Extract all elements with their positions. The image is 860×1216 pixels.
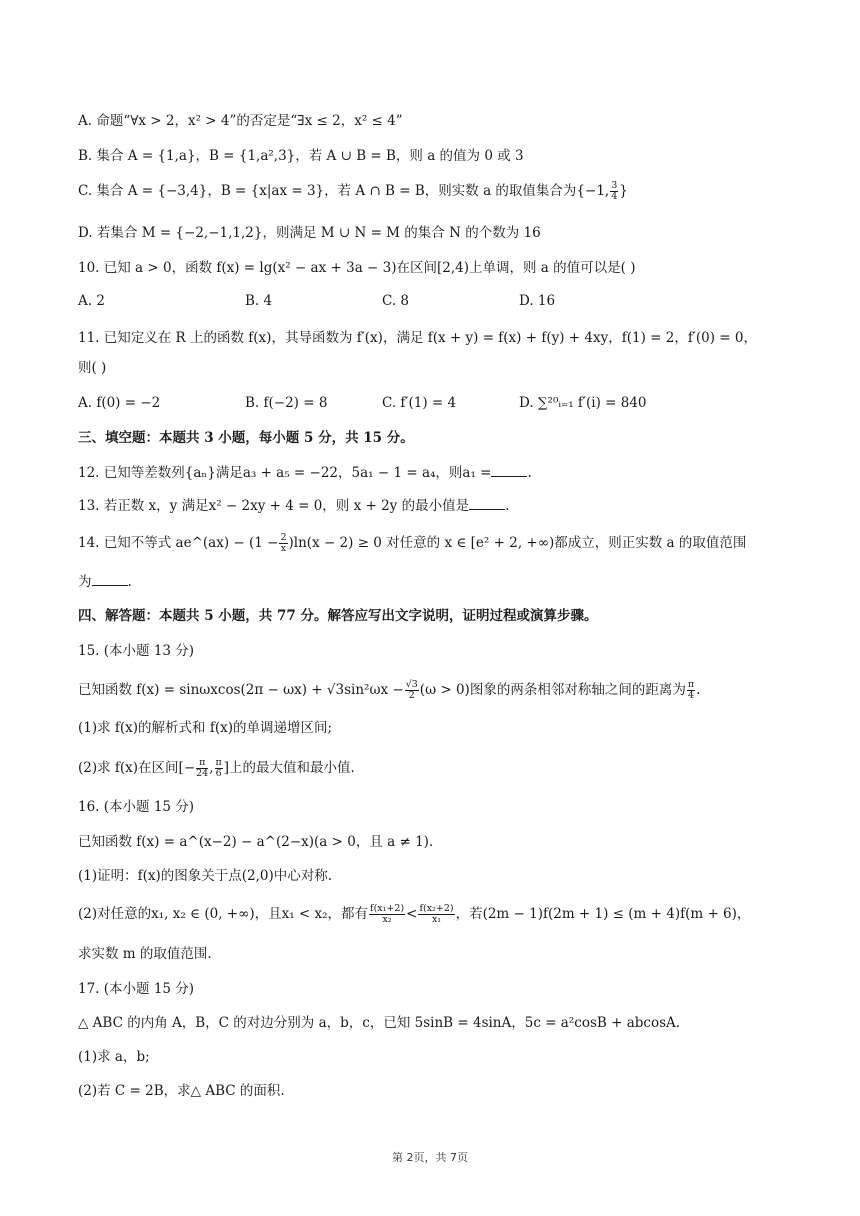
fraction [196, 758, 208, 779]
fraction [405, 680, 419, 701]
option-a: A. f(0) = −2 [78, 395, 161, 411]
option-c: C. f′(1) = 4 [382, 395, 457, 411]
stem-text-cont: (ω > 0)图象的两条相邻对称轴之间的距离为 [419, 682, 686, 698]
question-16-part2 [78, 904, 750, 925]
option-9a: A. 命题“∀x > 2，x² > 4”的否定是“∃x ≤ 2，x² ≤ 4” [78, 113, 403, 129]
question-16-header: 16. (本小题 15 分) [78, 799, 195, 815]
fraction-numerator: π [196, 758, 208, 769]
fraction-numerator: 3 [611, 180, 618, 191]
comma: , [209, 760, 214, 776]
fraction-numerator: π [215, 757, 222, 768]
question-14-text: 14. 已知不等式 ae^(ax) − (1 − [78, 535, 279, 551]
option-9d: D. 若集合 M = {−2,−1,1,2}，则满足 M ∪ N = M 的集合 N 的个数为 16 [78, 225, 541, 241]
question-14-range-text: 为 [78, 574, 92, 590]
fraction-denominator: 24 [196, 768, 209, 779]
question-11-cont: 则( ) [78, 360, 107, 376]
fraction-denominator: 2 [408, 690, 415, 701]
question-10: 10. 已知 a > 0，函数 f(x) = lg(x² − ax + 3a − 3)在区间[2,4)上单调，则 a 的值可以是( ) [78, 260, 636, 276]
option-b: B. f(−2) = 8 [245, 395, 328, 411]
option-c: C. 8 [382, 293, 410, 309]
fraction-denominator: 4 [611, 191, 618, 202]
question-10-options [78, 291, 555, 311]
stem-text: 已知函数 f(x) = sinωxcos(2π − ωx) + √3sin²ωx − [78, 682, 404, 698]
question-14 [78, 533, 746, 554]
question-13-text: 13. 若正数 x，y 满足x² − 2xy + 4 = 0，则 x + 2y 的最小值是 [78, 498, 470, 514]
part2-text-cont: ]上的最大值和最小值. [223, 760, 355, 776]
fraction [610, 181, 618, 202]
section-heading-fill-blank: 三、填空题：本题共 3 小题，每小题 5 分，共 15 分。 [78, 430, 414, 446]
option-9c-text: C. 集合 A = {−3,4}，B = {x|ax = 3}，若 A ∩ B = B，则实数 a 的取值集合为{−1, [78, 183, 610, 199]
fraction-numerator: √3 [405, 679, 418, 690]
fraction-denominator: 6 [215, 768, 222, 779]
fraction-denominator: x [280, 543, 287, 554]
fraction [687, 680, 695, 701]
less-than: < [406, 906, 418, 922]
fraction-numerator: f(x₁+2) [370, 903, 405, 914]
question-17-header: 17. (本小题 15 分) [78, 981, 195, 997]
answer-blank [92, 573, 128, 586]
option-9b: B. 集合 A = {1,a}，B = {1,a²,3}，若 A ∪ B = B，则 a 的值为 0 或 3 [78, 148, 524, 164]
question-15-header: 15. (本小题 13 分) [78, 643, 195, 659]
option-b: B. 4 [245, 293, 273, 309]
question-14-cont [78, 572, 132, 592]
option-a: A. 2 [78, 293, 105, 309]
question-17-part2: (2)若 C = 2B，求△ ABC 的面积. [78, 1083, 285, 1099]
question-16-part2-cont: 求实数 m 的取值范围. [78, 946, 212, 962]
part2-text: (2)求 f(x)在区间[− [78, 760, 196, 776]
part2-text-cont: ，若(2m − 1)f(2m + 1) ≤ (m + 4)f(m + 6)， [455, 906, 751, 922]
question-12-text: 12. 已知等差数列{aₙ}满足a₃ + a₅ = −22，5a₁ − 1 = a₄，则a₁ = [78, 465, 492, 481]
fraction-numerator: π [687, 679, 695, 690]
part2-text: (2)对任意的x₁, x₂ ∈ (0, +∞)，且x₁ < x₂，都有 [78, 906, 369, 922]
option-d: D. ∑²⁰ᵢ₌₁ f′(i) = 840 [519, 395, 647, 411]
period: . [127, 574, 132, 590]
section-heading-solutions: 四、解答题：本题共 5 小题，共 77 分。解答应写出文字说明，证明过程或演算步骤。 [78, 608, 598, 624]
fraction-numerator: 2 [280, 532, 287, 543]
option-9c [78, 181, 628, 202]
answer-blank [491, 464, 527, 477]
question-16-stem: 已知函数 f(x) = a^(x−2) − a^(2−x)(a > 0，且 a ≠ 1). [78, 834, 434, 850]
question-16-part1: (1)证明：f(x)的图象关于点(2,0)中心对称. [78, 868, 333, 884]
fraction [215, 758, 223, 779]
question-13 [78, 496, 509, 516]
fraction [418, 904, 454, 925]
question-14-text-cont: )ln(x − 2) ≥ 0 对任意的 x ∈ [e² + 2, +∞)都成立，则正实数 a 的取值范围 [288, 535, 747, 551]
question-11-options [78, 393, 647, 413]
fraction-numerator: f(x₂+2) [419, 903, 454, 914]
period: . [505, 498, 510, 514]
fraction-denominator: 4 [687, 690, 694, 701]
fraction-denominator: x₂ [382, 914, 392, 925]
question-15-part1: (1)求 f(x)的解析式和 f(x)的单调递增区间; [78, 720, 333, 736]
question-15-part2 [78, 758, 355, 779]
period: . [696, 682, 701, 698]
option-9c-end: } [619, 183, 628, 199]
question-17-part1: (1)求 a，b; [78, 1049, 150, 1065]
fraction [279, 533, 287, 554]
question-11: 11. 已知定义在 R 上的函数 f(x)，其导函数为 f′(x)，满足 f(x + y) = f(x) + f(y) + 4xy，f(1) = 2，f′(0) = 0， [78, 330, 757, 346]
question-17-stem: △ ABC 的内角 A，B，C 的对边分别为 a，b，c，已知 5sinB = 4sinA，5c = a²cosB + abcosA. [78, 1015, 681, 1031]
question-12 [78, 463, 532, 483]
answer-blank [469, 497, 505, 510]
fraction [369, 904, 405, 925]
fraction-denominator: x₁ [431, 914, 442, 925]
question-15-stem [78, 680, 700, 701]
period: . [527, 465, 532, 481]
page-footer: 第 2页，共 7页 [392, 1151, 468, 1164]
option-d: D. 16 [519, 293, 556, 309]
